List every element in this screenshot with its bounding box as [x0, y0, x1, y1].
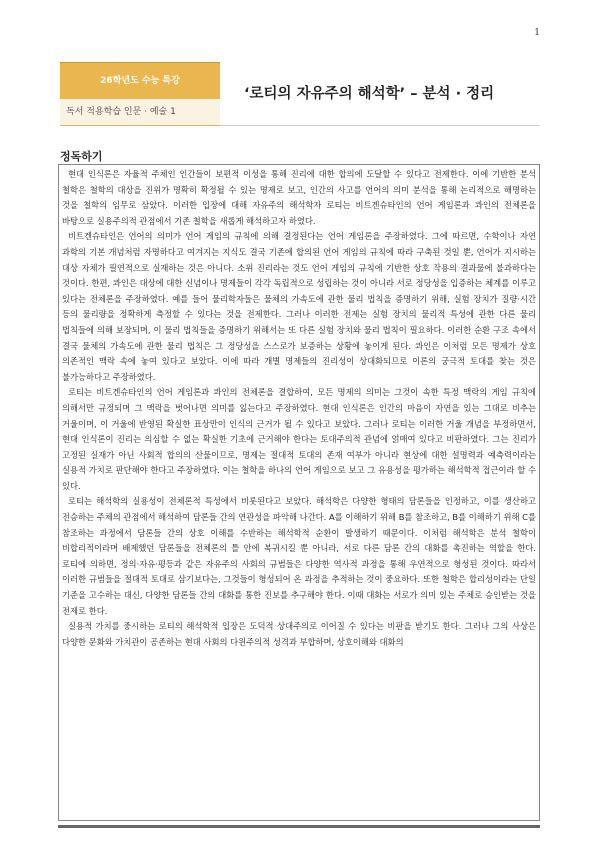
- paragraph-5: 실용적 가치를 중시하는 로티의 해석학적 입장은 도덕적 상대주의로 이어질 수 있다는 비판을 받기도 한다. 그러나 그의 사상은 다양한 문화와 가치관이 공존하는 현대 사회의 다원주의적 성격과 부합하며, 상호이해와 대화의: [62, 621, 536, 647]
- reading-passage-box: [58, 164, 540, 821]
- page-number: 1: [534, 28, 540, 38]
- header-subtitle: 독서 적용학습 인문 · 예술 1: [60, 99, 220, 126]
- page-title: ‘로티의 자유주의 해석학’ – 분석 · 정리: [244, 86, 495, 102]
- section-heading: 정독하기: [60, 150, 103, 163]
- paragraph-4: 로티는 해석학의 실용성이 전체론적 특성에서 비롯된다고 보았다. 해석학은 다양한 형태의 담론들을 인정하고, 이를 생산하고 전승하는 주체의 관점에서 해석하여 담론들 간의 연관성을 파악해 나간다. A를 이해하기 위해 B를 참조하고, B를 이해하기 위해 C를 참조하는 과정에서 담론들 간의 상호 이해를 수반하는 해석학적 순환이 발생하기 때문이다. 이처럼 해석학은 분석 철학이 비합리적이라며 배제했던 담론들을 전체론의 틀 안에 복귀시킬 뿐 아니라, 서로 다른 담론 간의 대화를 촉진하는 역할을 한다. 로티에 의하면, 정의·자유·평등과 같은 자유주의 사회의 규범들은 다양한 역사적 과정을 통해 우연적으로 형성된 것이다. 따라서 이러한 규범들을 절대적 토대로 삼기보다는, 그것들이 형성되어 온 과정을 추적하는 것이 중요하다. 또한 철학은 합리성이라는 단일 기준을 고수하는 대신, 다양한 담론들 간의 대화를 통한 진보를 추구해야 한다. 이때 대화는 서로가 의미 있는 주체로 승인받는 것을 전제로 한다.: [62, 496, 536, 616]
- paragraph-2: 비트겐슈타인은 언어의 의미가 언어 게임의 규칙에 의해 결정된다는 언어 게임론을 주장하였다. 그에 따르면, 수학이나 자연 과학의 기본 개념처럼 자명하다고 여겨지는 지식도 결국 기존에 합의된 언어 게임의 규칙에 따라 구축된 것일 뿐, 언어가 지시하는 대상 자체가 필연적으로 실재하는 것은 아니다. 소위 진리라는 것도 언어 게임의 규칙에 기반한 상호 작용의 결과물에 불과하다는 것이다. 한편, 콰인은 대상에 대한 신념이나 명제들이 각각 독립적으로 성립하는 것이 아니라 서로 정당성을 입증하는 체계를 이루고 있다는 전체론을 주장하였다. 예를 들어 물리학자들은 물체의 가속도에 관한 물리 법칙을 증명하기 위해, 실험 장치가 질량·시간 등의 물리량을 정확하게 측정할 수 있다는 것을 전제한다. 그러나 이러한 전제는 실험 장치의 물리적 특성에 관한 다른 물리 법칙들에 의해 보장되며, 이 물리 법칙들을 증명하기 위해서는 또 다른 실험 장치와 물리 법칙이 필요하다. 이러한 순환 구조 속에서 결국 물체의 가속도에 관한 물리 법칙은 그 정당성을 스스로가 보증하는 상황에 놓이게 된다. 콰인은 이처럼 모든 명제가 상호 의존적인 맥락 속에 놓여 있다고 보았다. 이에 따라 개별 명제들의 진리성이 상대화되므로 이론의 궁극적 토대를 찾는 것은 불가능하다고 주장하였다.: [62, 231, 536, 382]
- footer-rule: [58, 825, 540, 828]
- reading-passage: [59, 165, 539, 650]
- header-tag: 26학년도 수능 특강: [60, 63, 220, 99]
- header-badge: [60, 62, 220, 127]
- header-divider: [220, 125, 540, 126]
- paragraph-3: 로티는 비트겐슈타인의 언어 게임론과 콰인의 전체론을 결합하여, 모든 명제의 의미는 그것이 속한 특정 맥락의 게임 규칙에 의해서만 규정되며 그 맥락을 벗어나면 의미를 잃는다고 주장하였다. 현대 인식론은 인간의 마음이 자연을 있는 그대로 비추는 거울이며, 이 거울에 반영된 확실한 표상만이 인식의 근거가 될 수 있다고 보았다. 그러나 로티는 이러한 거울 개념을 부정하면서, 현대 인식론이 진리는 의심할 수 없는 확실한 기초에 근거해야 한다는 토대주의적 관념에 얽매여 있다고 비판하였다. 그는 진리가 고정된 실재가 아닌 사회적 합의의 산물이므로, 명제는 절대적 토대의 존재 여부가 아니라 현상에 대한 설명력과 예측력이라는 실용적 가치로 판단해야 한다고 주장하였다. 이는 철학을 하나의 언어 게임으로 보고 그 유용성을 평가하는 해석학적 접근이라 할 수 있다.: [62, 387, 536, 491]
- paragraph-1: 현대 인식론은 자율적 주체인 인간들이 보편적 이성을 통해 진리에 대한 합의에 도달할 수 있다고 전제한다. 이에 기반한 분석 철학은 철학의 대상을 진위가 명확히 확정될 수 있는 명제로 보고, 인간의 사고를 언어의 의미 분석을 통해 논리적으로 해명하는 것을 철학의 임무로 삼았다. 이러한 입장에 대해 자유주의 해석학자 로티는 비트겐슈타인의 언어 게임론과 콰인의 전체론을 바탕으로 실용주의적 관점에서 기존 철학을 새롭게 해석하고자 하였다.: [62, 169, 536, 226]
